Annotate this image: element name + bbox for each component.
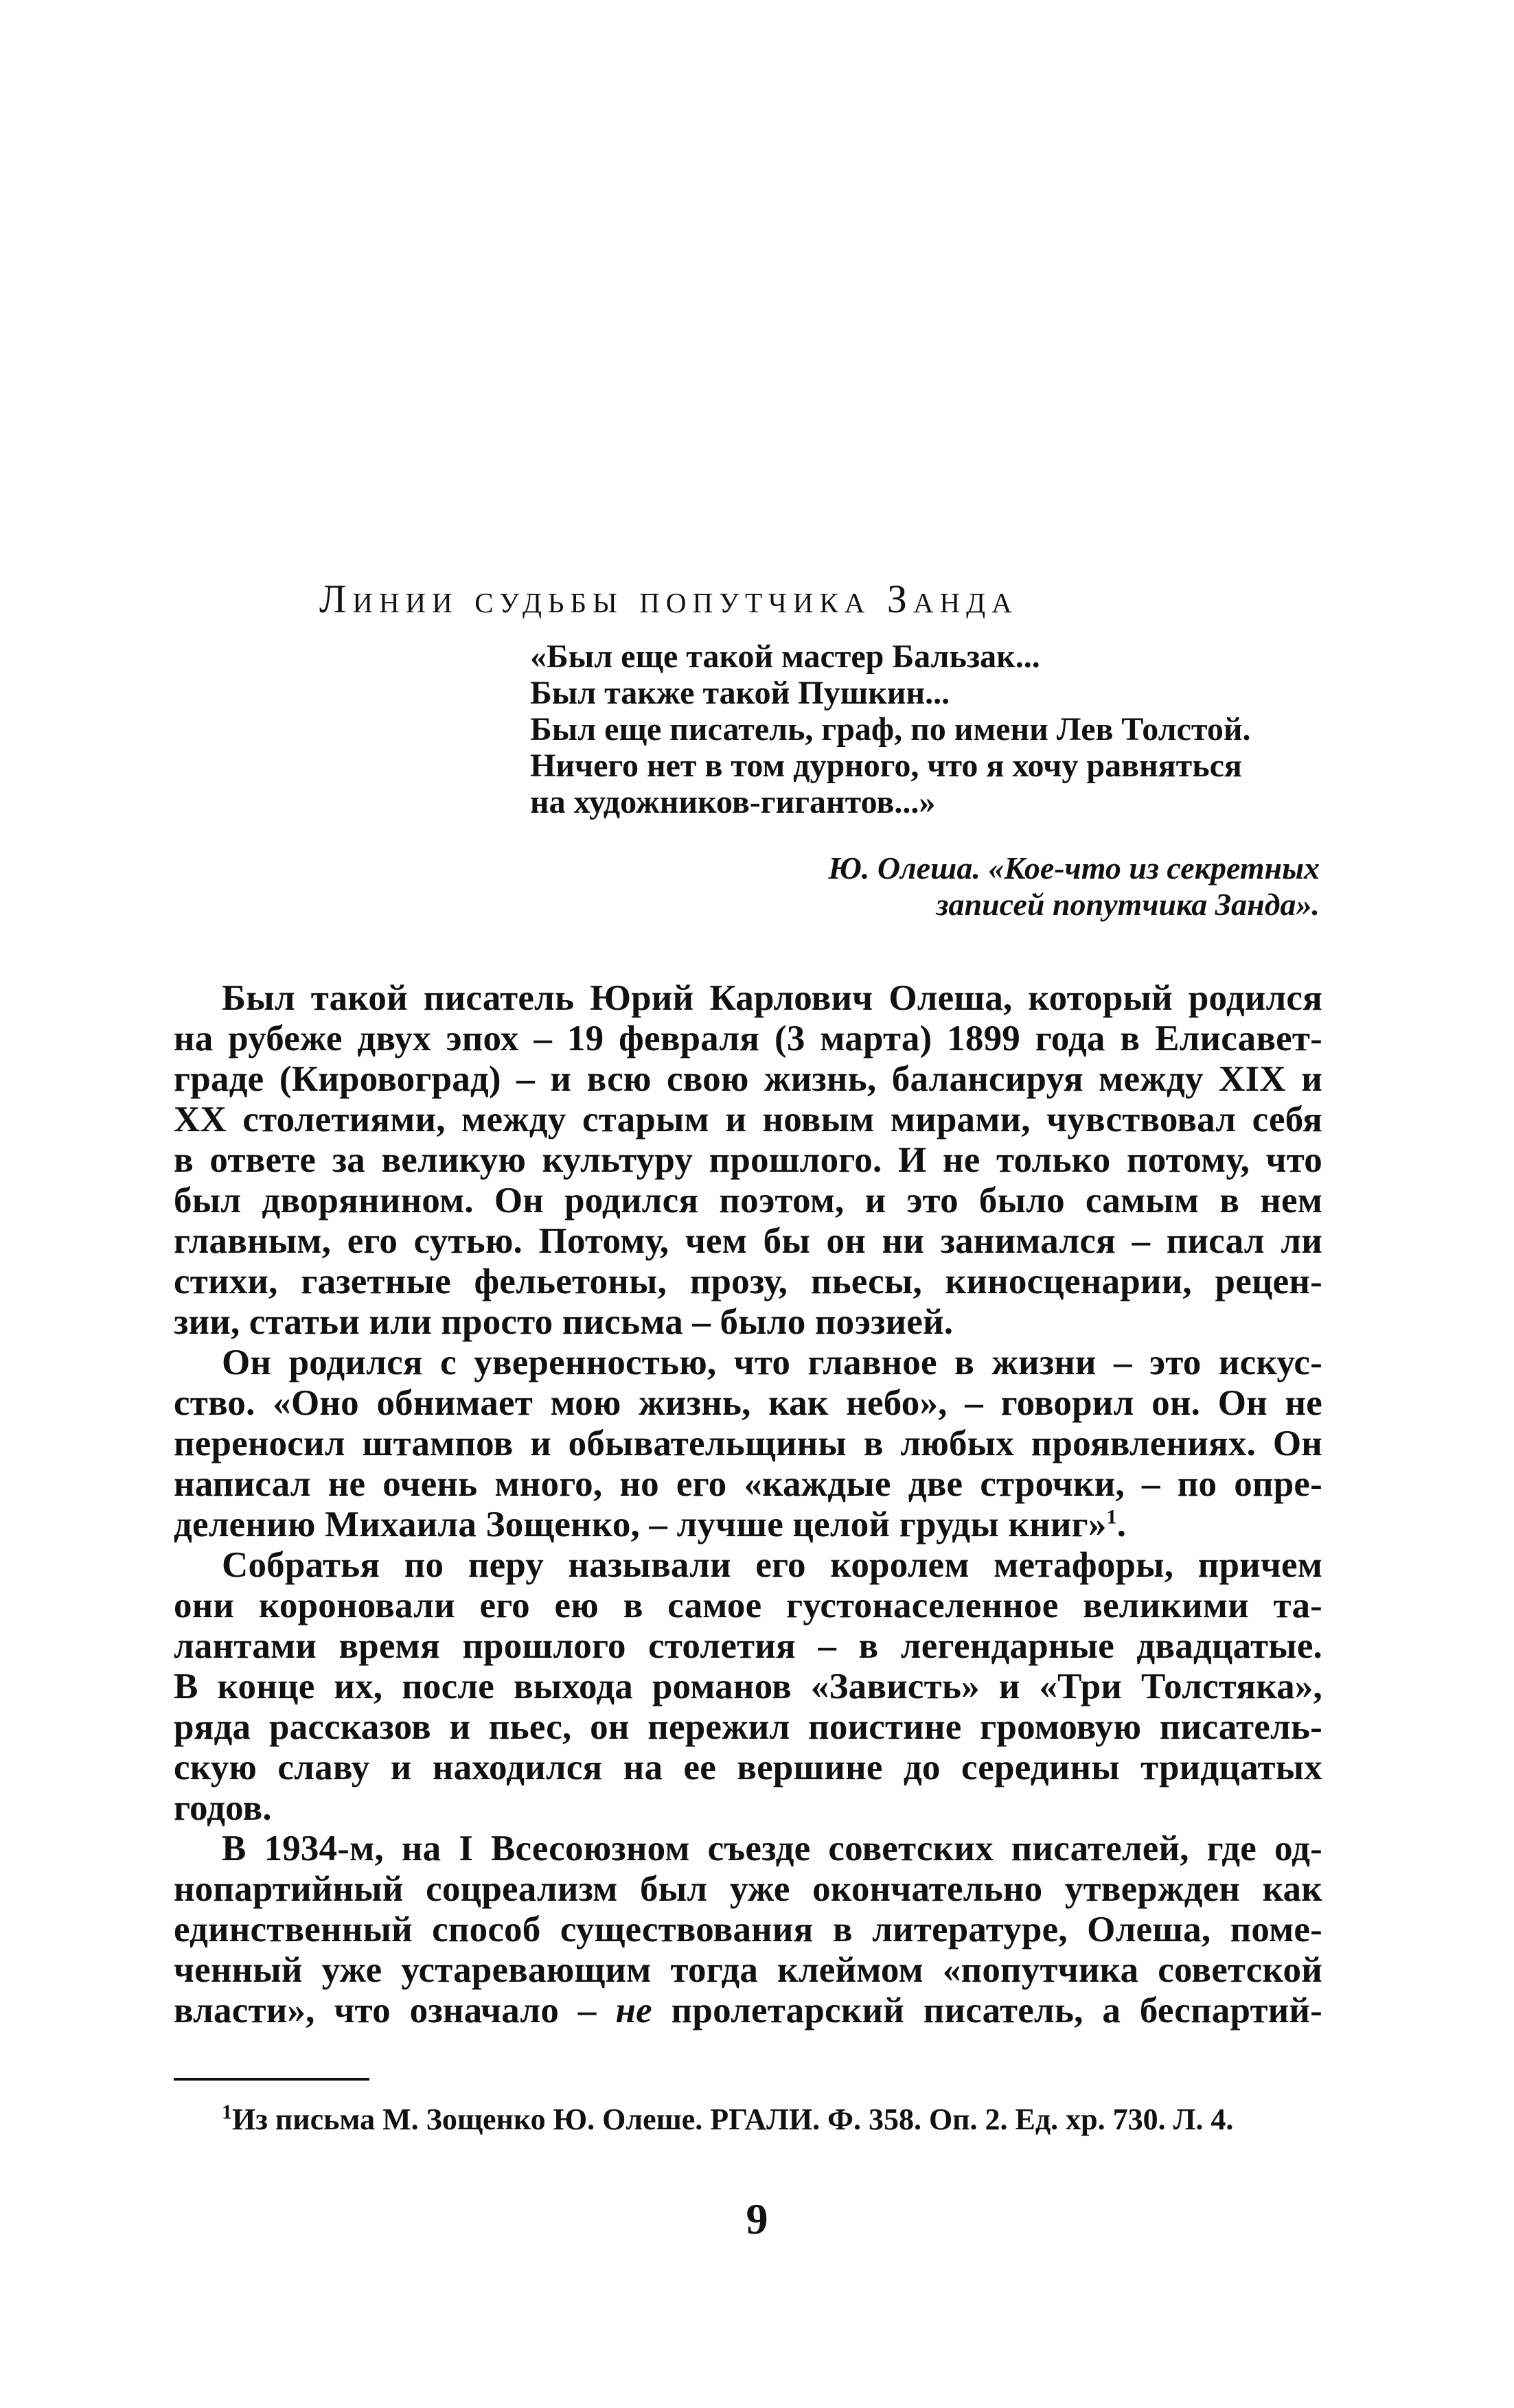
epigraph-line: Был еще писатель, граф, по имени Лев Толстой. bbox=[530, 711, 1251, 748]
body-line-with-footnote bbox=[174, 1505, 1322, 1545]
body-line-text: власти», что означало – bbox=[174, 1991, 597, 2030]
body-line: зии, статьи или просто письма – было поэзией. bbox=[174, 1302, 954, 1342]
body-line: ченный уже устаревающим тогда клеймом «попутчика советской bbox=[174, 1950, 1322, 1990]
body-line: лантами время прошлого столетия – в легендарные двадцатые. bbox=[174, 1626, 1322, 1666]
body-line: они короновали его ею в самое густонаселенное великими та- bbox=[174, 1586, 1322, 1625]
epigraph-attribution bbox=[702, 850, 1320, 923]
body-line: в ответе за великую культуру прошлого. И не только потому, что bbox=[174, 1140, 1322, 1180]
footnote-text: Из письма М. Зощенко Ю. Олеше. РГАЛИ. Ф. 358. Оп. 2. Ед. хр. 730. Л. 4. bbox=[232, 2103, 1234, 2136]
chapter-title: Линии судьбы попутчика Занда bbox=[319, 577, 1018, 621]
footnote-divider bbox=[174, 2078, 369, 2081]
epigraph-line: «Был еще такой мастер Бальзак... bbox=[530, 638, 1040, 675]
epigraph bbox=[530, 638, 1320, 820]
body-line: стихи, газетные фельетоны, прозу, пьесы, киносценарии, рецен- bbox=[174, 1262, 1322, 1301]
emphasized-word: не bbox=[615, 1991, 652, 2030]
body-line: написал не очень много, но его «каждые две строчки, – по опре- bbox=[174, 1464, 1322, 1504]
body-line: скую славу и находился на ее вершине до середины тридцатых bbox=[174, 1748, 1322, 1787]
body-line: ство. «Оно обнимает мою жизнь, как небо», – говорил он. Он не bbox=[174, 1383, 1322, 1423]
footnote bbox=[222, 2100, 1334, 2138]
body-line-text: пролетарский писатель, а беспартий- bbox=[671, 1991, 1322, 2030]
body-line: единственный способ существования в литературе, Олеша, поме- bbox=[174, 1910, 1322, 1949]
attribution-line: Ю. Олеша. «Кое-что из секретных bbox=[828, 850, 1320, 885]
body-line: на рубеже двух эпох – 19 февраля (3 марта) 1899 года в Елисавет- bbox=[174, 1019, 1322, 1058]
body-line: переносил штампов и обывательщины в любых проявлениях. Он bbox=[174, 1424, 1322, 1463]
body-line: граде (Кировоград) – и всю свою жизнь, балансируя между XIX и bbox=[174, 1059, 1322, 1099]
body-line: Он родился с уверенностью, что главное в жизни – это искус- bbox=[222, 1343, 1322, 1382]
body-line: XX столетиями, между старым и новым мирами, чувствовал себя bbox=[174, 1100, 1322, 1139]
epigraph-line: на художников-гигантов...» bbox=[530, 784, 936, 820]
body-line: был дворянином. Он родился поэтом, и это было самым в нем bbox=[174, 1181, 1322, 1220]
footnote-reference: 1 bbox=[1106, 1505, 1117, 1529]
body-line: ряда рассказов и пьес, он пережил поистине громовую писатель- bbox=[174, 1707, 1322, 1747]
body-line-text: делению Михаила Зощенко, – лучше целой груды книг» bbox=[174, 1505, 1107, 1544]
body-line: годов. bbox=[174, 1788, 272, 1828]
body-line: Был такой писатель Юрий Карлович Олеша, который родился bbox=[222, 978, 1322, 1018]
attribution-line: записей попутчика Занда». bbox=[936, 887, 1320, 922]
page-number: 9 bbox=[746, 2195, 768, 2243]
body-line: Собратья по перу называли его королем метафоры, причем bbox=[222, 1545, 1322, 1585]
body-text bbox=[174, 978, 1322, 2031]
epigraph-line: Был также такой Пушкин... bbox=[530, 675, 950, 711]
body-line: нопартийный соцреализм был уже окончательно утвержден как bbox=[174, 1869, 1322, 1909]
body-line: В конце их, после выхода романов «Зависть» и «Три Толстяка», bbox=[174, 1667, 1322, 1706]
body-line: В 1934-м, на I Всесоюзном съезде советских писателей, где од- bbox=[222, 1829, 1322, 1868]
epigraph-line: Ничего нет в том дурного, что я хочу равняться bbox=[530, 748, 1242, 784]
body-line: главным, его сутью. Потому, чем бы он ни занимался – писал ли bbox=[174, 1221, 1322, 1261]
sentence-period: . bbox=[1116, 1505, 1127, 1544]
footnote-mark: 1 bbox=[222, 2100, 232, 2124]
body-line-mixed bbox=[174, 1991, 1322, 2031]
